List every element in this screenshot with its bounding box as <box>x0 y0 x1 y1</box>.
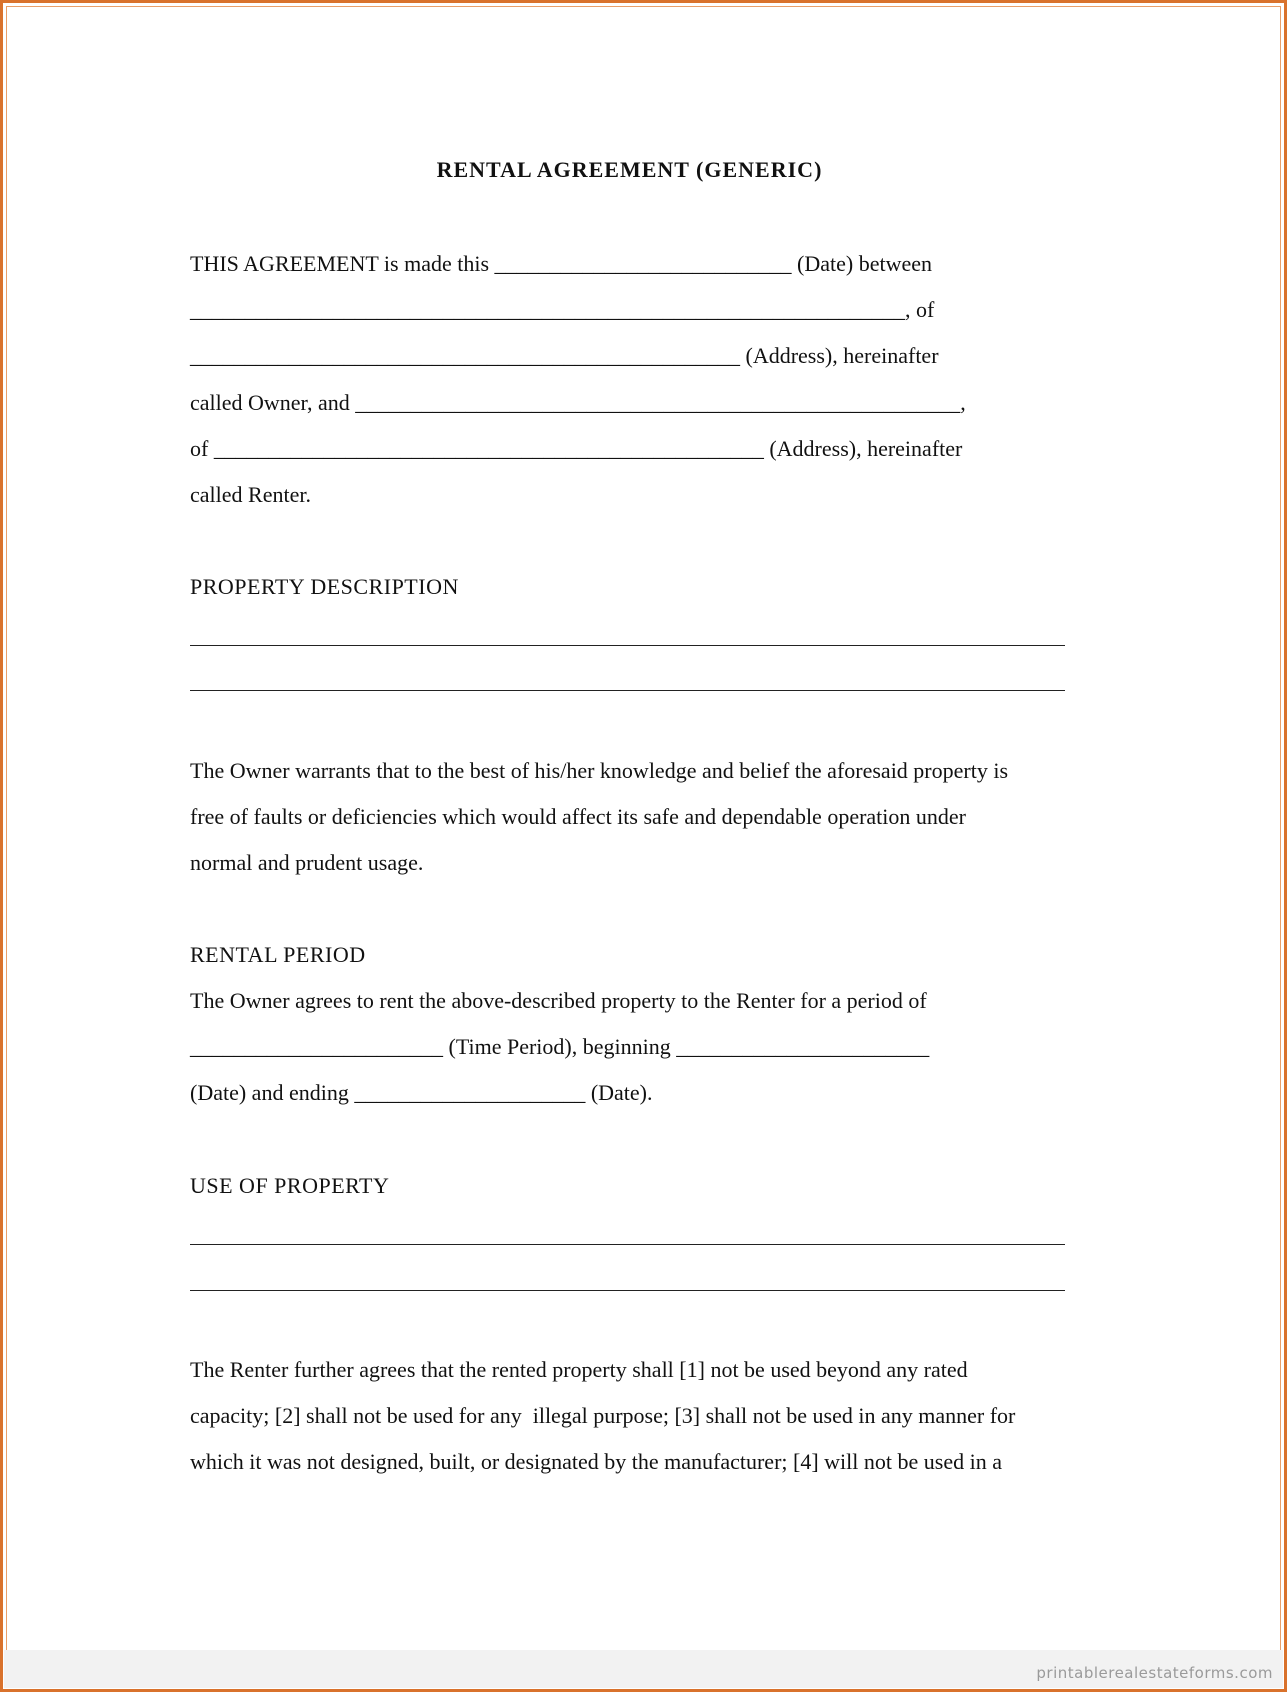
rental-period-line-3: (Date) and ending _____________________ (Date). <box>190 1080 653 1105</box>
use-of-property-blank-1 <box>190 1244 1065 1245</box>
warranty-line-1: The Owner warrants that to the best of his/her knowledge and belief the aforesaid property is <box>190 758 1009 783</box>
property-description-blank-1 <box>190 645 1065 646</box>
rental-period-line-1: The Owner agrees to rent the above-described property to the Renter for a period of <box>190 988 927 1013</box>
agreement-line-6: called Renter. <box>190 482 311 507</box>
warranty-line-3: normal and prudent usage. <box>190 850 424 875</box>
agreement-line-2: _________________________________________________________________, of <box>190 297 935 322</box>
use-of-property-heading: USE OF PROPERTY <box>190 1173 390 1198</box>
agreement-line-5: of __________________________________________________ (Address), hereinafter <box>190 436 963 461</box>
use-terms-line-2: capacity; [2] shall not be used for any illegal purpose; [3] shall not be used in any manner for <box>190 1403 1016 1428</box>
use-of-property-blank-2 <box>190 1290 1065 1291</box>
agreement-line-1: THIS AGREEMENT is made this ___________________________ (Date) between <box>190 251 933 276</box>
agreement-line-3: __________________________________________________ (Address), hereinafter <box>190 343 939 368</box>
use-terms-line-3: which it was not designed, built, or designated by the manufacturer; [4] will not be used in a <box>190 1449 1002 1474</box>
rental-period-heading: RENTAL PERIOD <box>190 942 366 967</box>
property-description-blank-2 <box>190 690 1065 691</box>
property-description-heading: PROPERTY DESCRIPTION <box>190 574 459 599</box>
document-title: RENTAL AGREEMENT (GENERIC) <box>436 157 823 182</box>
site-watermark: printablerealestateforms.com <box>1036 1664 1273 1682</box>
agreement-line-4: called Owner, and _______________________________________________________, <box>190 390 966 415</box>
rental-period-line-2: _______________________ (Time Period), beginning _______________________ <box>190 1034 930 1059</box>
use-terms-line-1: The Renter further agrees that the rented property shall [1] not be used beyond any rated <box>190 1357 968 1382</box>
warranty-line-2: free of faults or deficiencies which would affect its safe and dependable operation under <box>190 804 966 829</box>
